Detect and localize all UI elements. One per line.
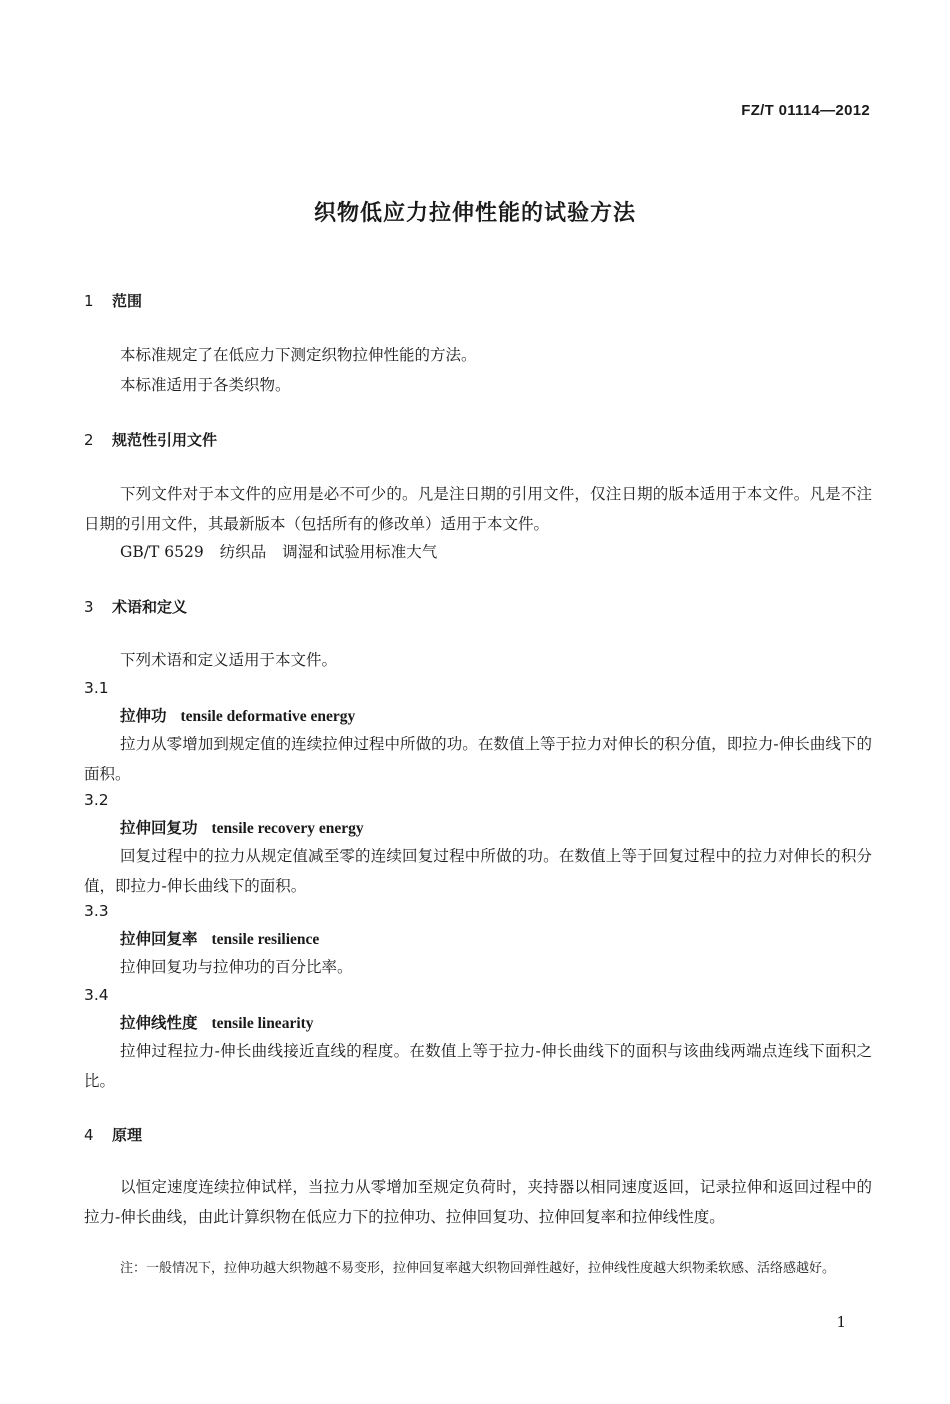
section-number: 3	[84, 598, 94, 616]
section-number: 1	[84, 292, 94, 310]
normative-references-paragraph: 下列文件对于本文件的应用是必不可少的。凡是注日期的引用文件，仅注日期的版本适用于本文件。凡是不注日期的引用文件，其最新版本（包括所有的修改单）适用于本文件。	[84, 485, 872, 533]
reference-title-part-1: 纺织品	[219, 543, 267, 561]
term-heading	[120, 813, 364, 844]
terms-intro: 下列术语和定义适用于本文件。	[120, 651, 338, 669]
term-en: tensile deformative energy	[180, 708, 356, 725]
section-number: 2	[84, 431, 94, 449]
term-heading	[120, 1008, 314, 1039]
term-number: 3.4	[84, 986, 109, 1004]
page-number: 1	[836, 1313, 846, 1331]
section-title: 原理	[112, 1126, 143, 1144]
principle-paragraph: 以恒定速度连续拉伸试样，当拉力从零增加至规定负荷时，夹持器以相同速度返回，记录拉伸和返回过程中的拉力-伸长曲线，由此计算织物在低应力下的拉伸功、拉伸回复功、拉伸回复率和拉伸线性度。	[84, 1178, 872, 1226]
term-number: 3.1	[84, 679, 109, 697]
term-definition: 拉伸回复功与拉伸功的百分比率。	[120, 958, 353, 976]
term-definition: 拉伸过程拉力-伸长曲线接近直线的程度。在数值上等于拉力-伸长曲线下的面积与该曲线两端点连线下面积之比。	[84, 1042, 872, 1090]
term-zh: 拉伸线性度	[120, 1013, 198, 1032]
section-3-heading	[84, 596, 187, 617]
scope-line-2: 本标准适用于各类织物。	[120, 376, 291, 394]
reference-entry	[120, 537, 437, 567]
document-title: 织物低应力拉伸性能的试验方法	[313, 201, 636, 226]
section-title: 规范性引用文件	[112, 431, 218, 449]
reference-code: GB/T 6529	[120, 543, 204, 561]
standard-number: FZ/T 01114—2012	[741, 102, 870, 119]
term-number: 3.3	[84, 902, 109, 920]
term-heading	[120, 701, 355, 732]
term-number: 3.2	[84, 791, 109, 809]
term-heading	[120, 924, 319, 955]
principle-note: 注：一般情况下，拉伸功越大织物越不易变形，拉伸回复率越大织物回弹性越好，拉伸线性度越大织物柔软感、活络感越好。	[120, 1261, 836, 1276]
section-title: 范围	[112, 292, 143, 310]
term-en: tensile resilience	[211, 931, 320, 948]
term-zh: 拉伸回复率	[120, 929, 198, 948]
section-2-heading	[84, 429, 217, 450]
term-zh: 拉伸回复功	[120, 818, 198, 837]
term-en: tensile recovery energy	[211, 820, 364, 837]
section-number: 4	[84, 1126, 94, 1144]
reference-title-part-2: 调湿和试验用标准大气	[282, 543, 438, 561]
section-1-heading	[84, 290, 142, 311]
section-4-heading	[84, 1124, 142, 1145]
term-zh: 拉伸功	[120, 706, 167, 725]
scope-line-1: 本标准规定了在低应力下测定织物拉伸性能的方法。	[120, 346, 477, 364]
term-definition: 拉力从零增加到规定值的连续拉伸过程中所做的功。在数值上等于拉力对伸长的积分值，即拉力-伸长曲线下的面积。	[84, 735, 872, 783]
term-en: tensile linearity	[211, 1015, 314, 1032]
section-title: 术语和定义	[112, 598, 188, 616]
term-definition: 回复过程中的拉力从规定值减至零的连续回复过程中所做的功。在数值上等于回复过程中的拉力对伸长的积分值，即拉力-伸长曲线下的面积。	[84, 847, 872, 895]
